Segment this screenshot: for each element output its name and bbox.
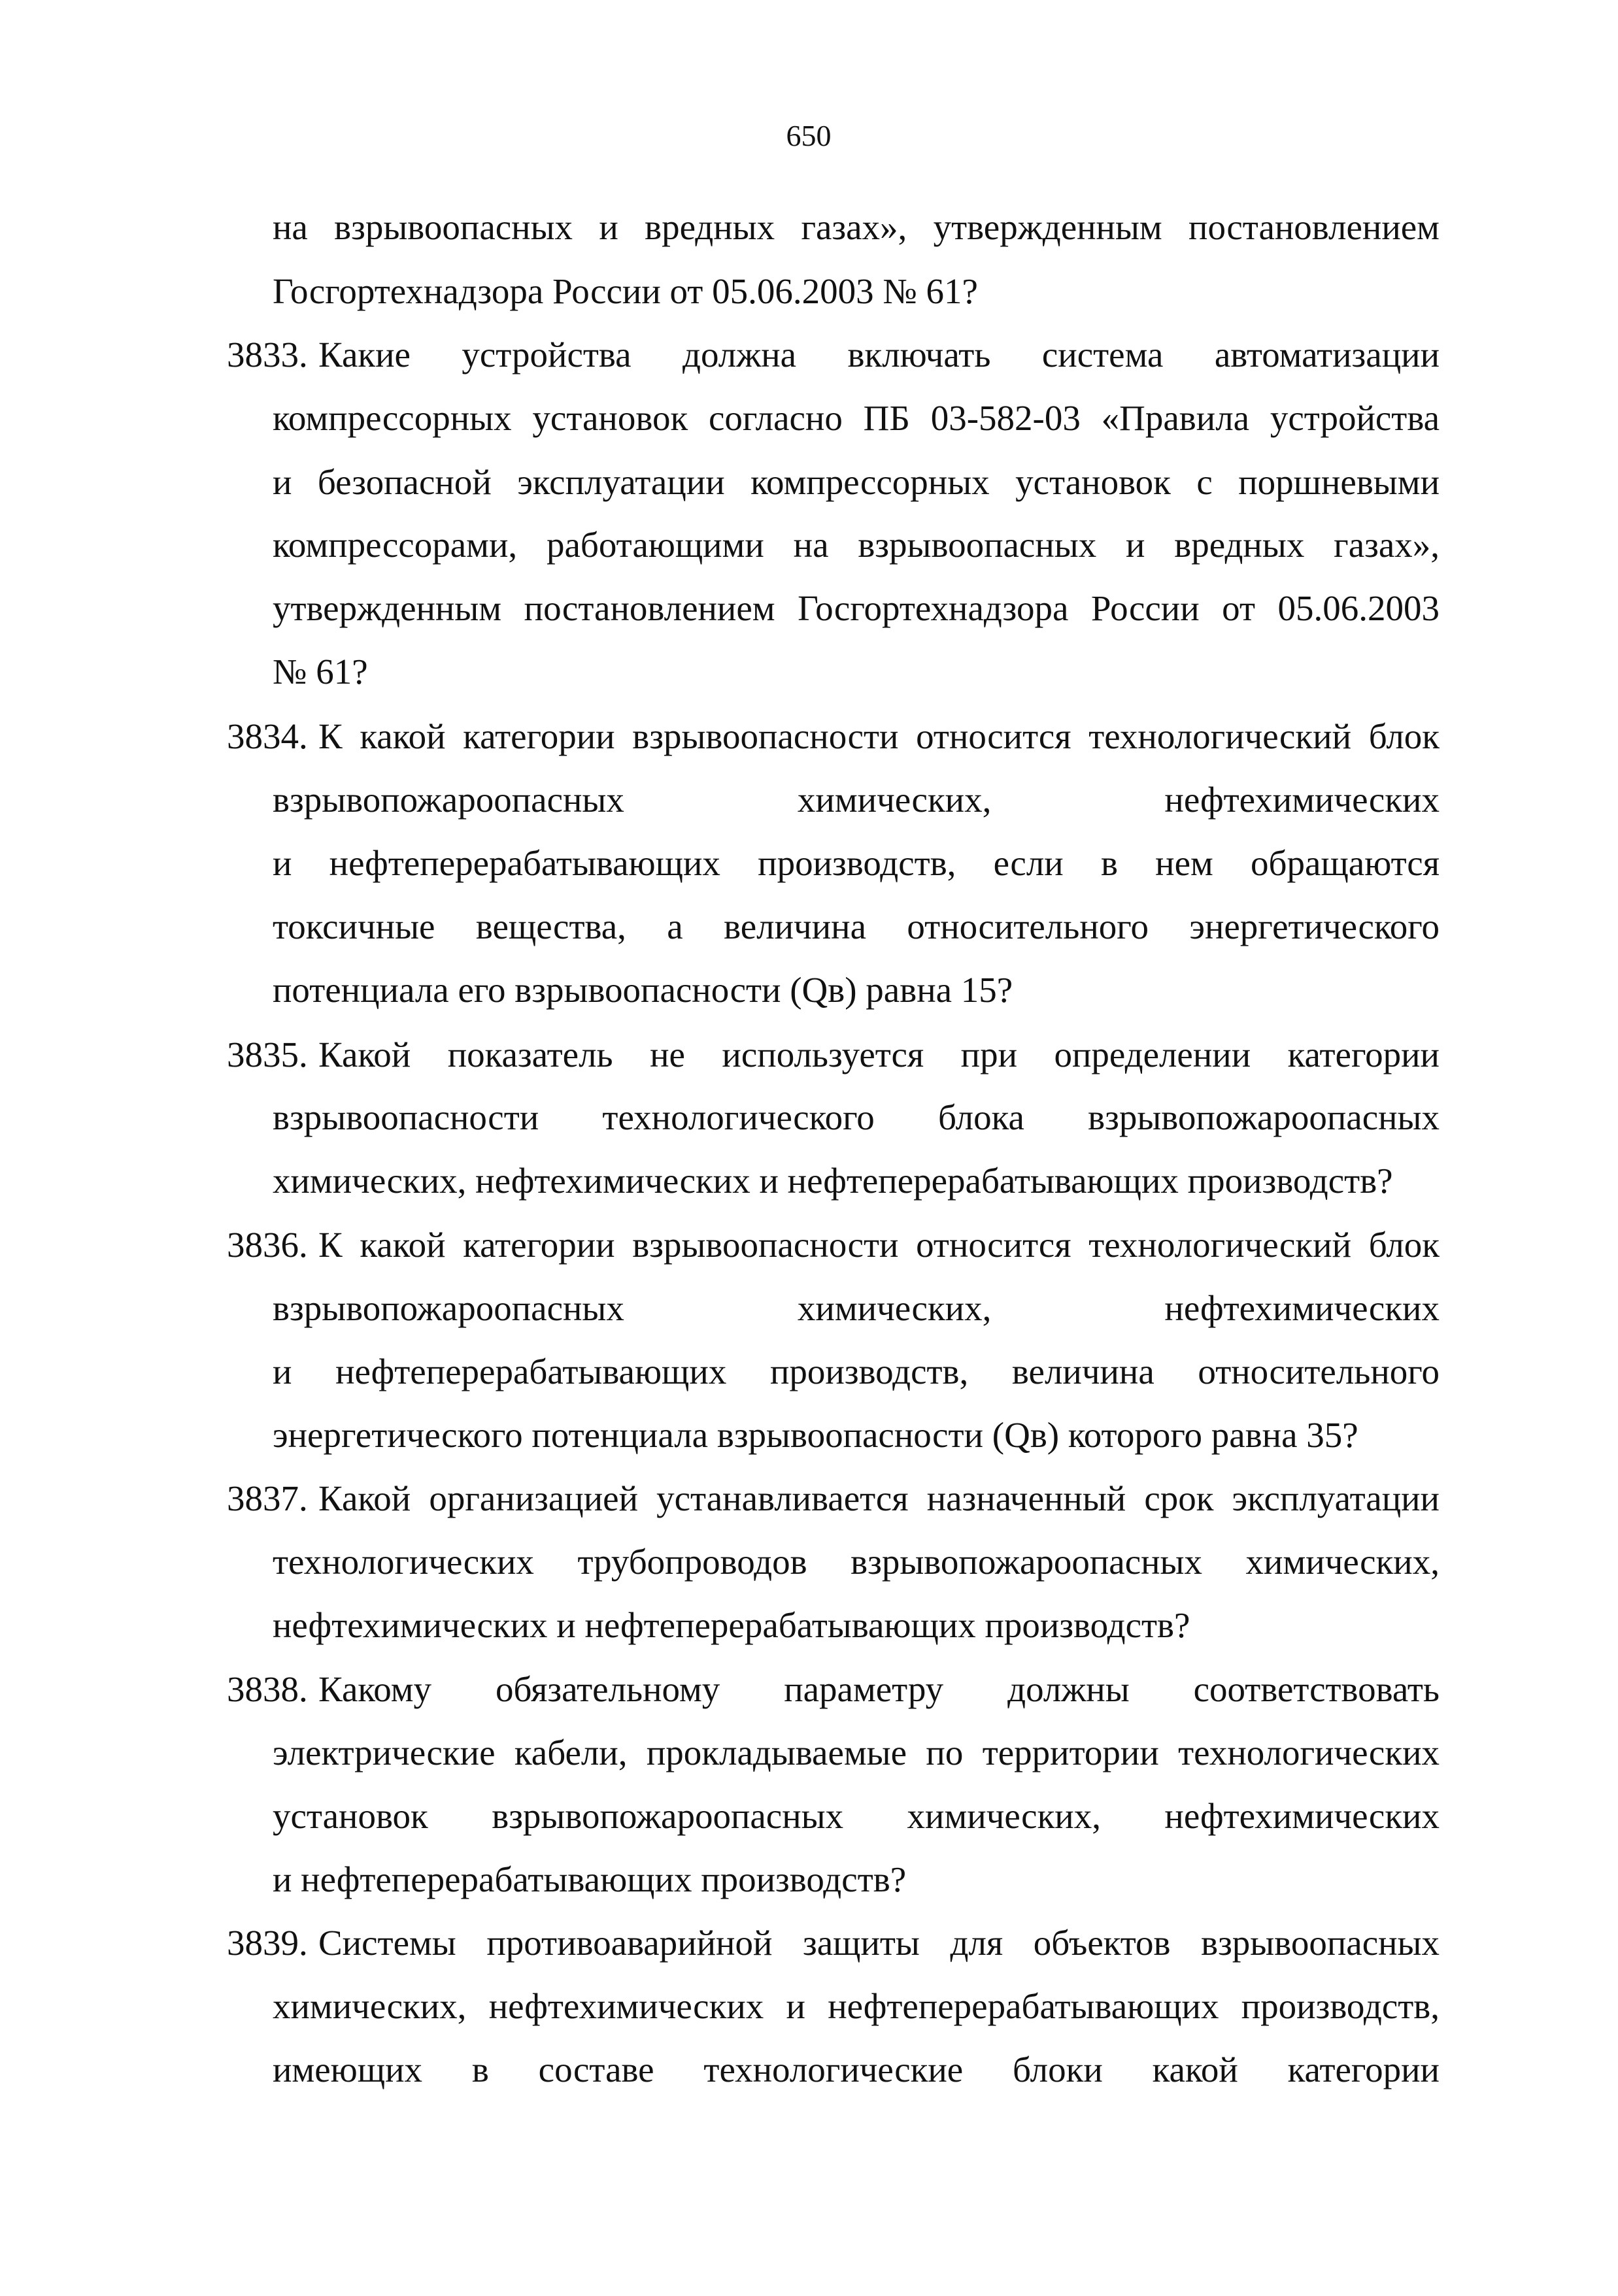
text-line: химических, нефтехимических и нефтеперерабатывающих производств,: [273, 1986, 1440, 2026]
text-line: электрические кабели, прокладываемые по территории технологических: [273, 1733, 1440, 1772]
question-number: 3837.: [227, 1478, 308, 1518]
text-line: утвержденным постановлением Госгортехнадзора России от 05.06.2003: [273, 588, 1440, 628]
text-line: взрывопожароопасных химических, нефтехимических: [273, 1288, 1440, 1328]
question-number: 3839.: [227, 1923, 308, 1963]
text-line: установок взрывопожароопасных химических, нефтехимических: [273, 1796, 1440, 1836]
text-line: К какой категории взрывоопасности относится технологический блок: [318, 716, 1440, 756]
text-line: токсичные вещества, а величина относительного энергетического: [273, 907, 1440, 946]
question-number: 3836.: [227, 1225, 308, 1265]
text-line: Системы противоаварийной защиты для объектов взрывоопасных: [318, 1923, 1440, 1963]
text-line: химических, нефтехимических и нефтеперерабатывающих производств?: [273, 1161, 1393, 1201]
page-number: 650: [786, 119, 832, 152]
text-line: взрывоопасности технологического блока взрывопожароопасных: [273, 1097, 1440, 1137]
question-number: 3833.: [227, 335, 308, 374]
question-number: 3838.: [227, 1669, 308, 1709]
text-line: потенциала его взрывоопасности (Qв) равна 15?: [273, 970, 1013, 1010]
text-line: № 61?: [273, 652, 368, 691]
text-line: и безопасной эксплуатации компрессорных установок с поршневыми: [273, 462, 1440, 502]
question-number: 3834.: [227, 716, 308, 756]
text-line: К какой категории взрывоопасности относится технологический блок: [318, 1225, 1440, 1265]
text-line: технологических трубопроводов взрывопожароопасных химических,: [273, 1542, 1440, 1582]
text-line: и нефтеперерабатывающих производств, если в нем обращаются: [273, 843, 1440, 883]
text-line: Какому обязательному параметру должны соответствовать: [318, 1669, 1440, 1709]
text-line: и нефтеперерабатывающих производств?: [273, 1859, 907, 1899]
text-line: и нефтеперерабатывающих производств, величина относительного: [273, 1352, 1440, 1391]
text-line: на взрывоопасных и вредных газах», утвержденным постановлением: [273, 207, 1440, 247]
text-line: нефтехимических и нефтеперерабатывающих производств?: [273, 1605, 1190, 1645]
text-line: имеющих в составе технологические блоки какой категории: [273, 2050, 1440, 2089]
text-line: Какой организацией устанавливается назначенный срок эксплуатации: [318, 1478, 1440, 1518]
text-line: энергетического потенциала взрывоопасности (Qв) которого равна 35?: [273, 1415, 1358, 1455]
text-line: компрессорами, работающими на взрывоопасных и вредных газах»,: [273, 525, 1440, 565]
question-number: 3835.: [227, 1035, 308, 1074]
text-line: Госгортехнадзора России от 05.06.2003 № 61?: [273, 271, 978, 311]
text-line: компрессорных установок согласно ПБ 03-582-03 «Правила устройства: [273, 398, 1440, 438]
text-line: Какой показатель не используется при определении категории: [318, 1035, 1440, 1074]
text-line: взрывопожароопасных химических, нефтехимических: [273, 780, 1440, 820]
text-line: Какие устройства должна включать система автоматизации: [318, 335, 1440, 374]
